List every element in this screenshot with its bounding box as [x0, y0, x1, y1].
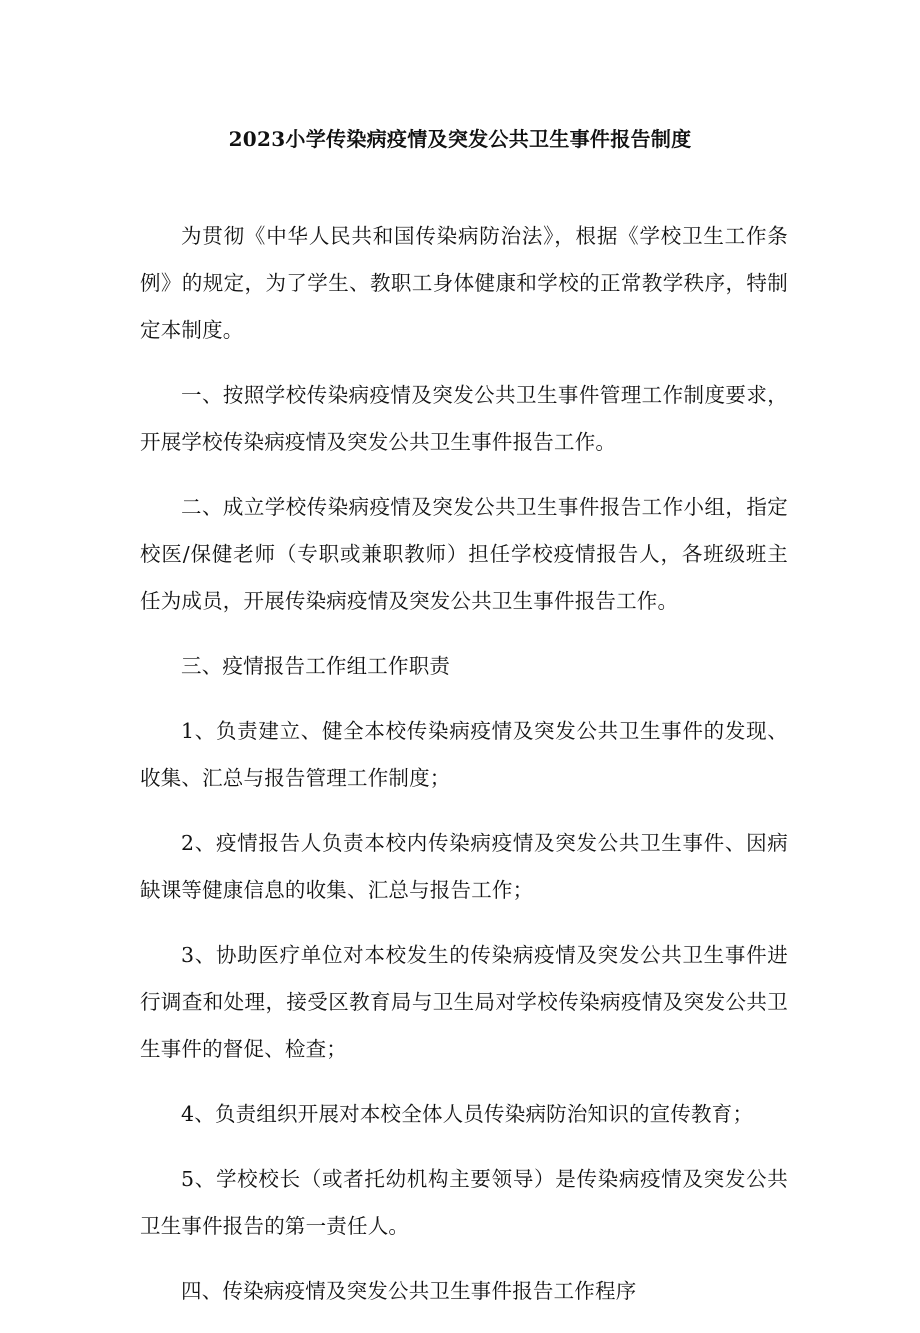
paragraph-section-1: 一、按照学校传染病疫情及突发公共卫生事件管理工作制度要求，开展学校传染病疫情及突发公共卫生事件报告工作。	[140, 383, 788, 454]
paragraph-duty-4: 4、负责组织开展对本校全体人员传染病防治知识的宣传教育；	[181, 1102, 754, 1126]
paragraph-duty-5: 5、学校校长（或者托幼机构主要领导）是传染病疫情及突发公共卫生事件报告的第一责任人。	[140, 1167, 788, 1238]
paragraph-section-4-heading: 四、传染病疫情及突发公共卫生事件报告工作程序	[181, 1279, 637, 1303]
document-body	[140, 213, 788, 1333]
paragraph-duty-3: 3、协助医疗单位对本校发生的传染病疫情及突发公共卫生事件进行调查和处理，接受区教育局与卫生局对学校传染病疫情及突发公共卫生事件的督促、检查；	[140, 943, 788, 1061]
paragraph-duty-2: 2、疫情报告人负责本校内传染病疫情及突发公共卫生事件、因病缺课等健康信息的收集、汇总与报告工作；	[140, 831, 788, 902]
document-title: 2023小学传染病疫情及突发公共卫生事件报告制度	[228, 127, 692, 151]
paragraph-duty-1: 1、负责建立、健全本校传染病疫情及突发公共卫生事件的发现、收集、汇总与报告管理工作制度；	[140, 719, 788, 790]
paragraph-section-3-heading: 三、疫情报告工作组工作职责	[181, 654, 451, 678]
paragraph-intro: 为贯彻《中华人民共和国传染病防治法》，根据《学校卫生工作条例》的规定，为了学生、教职工身体健康和学校的正常教学秩序，特制定本制度。	[140, 224, 788, 342]
paragraph-section-2: 二、成立学校传染病疫情及突发公共卫生事件报告工作小组，指定校医/保健老师（专职或兼职教师）担任学校疫情报告人，各班级班主任为成员，开展传染病疫情及突发公共卫生事件报告工作。	[140, 495, 788, 613]
